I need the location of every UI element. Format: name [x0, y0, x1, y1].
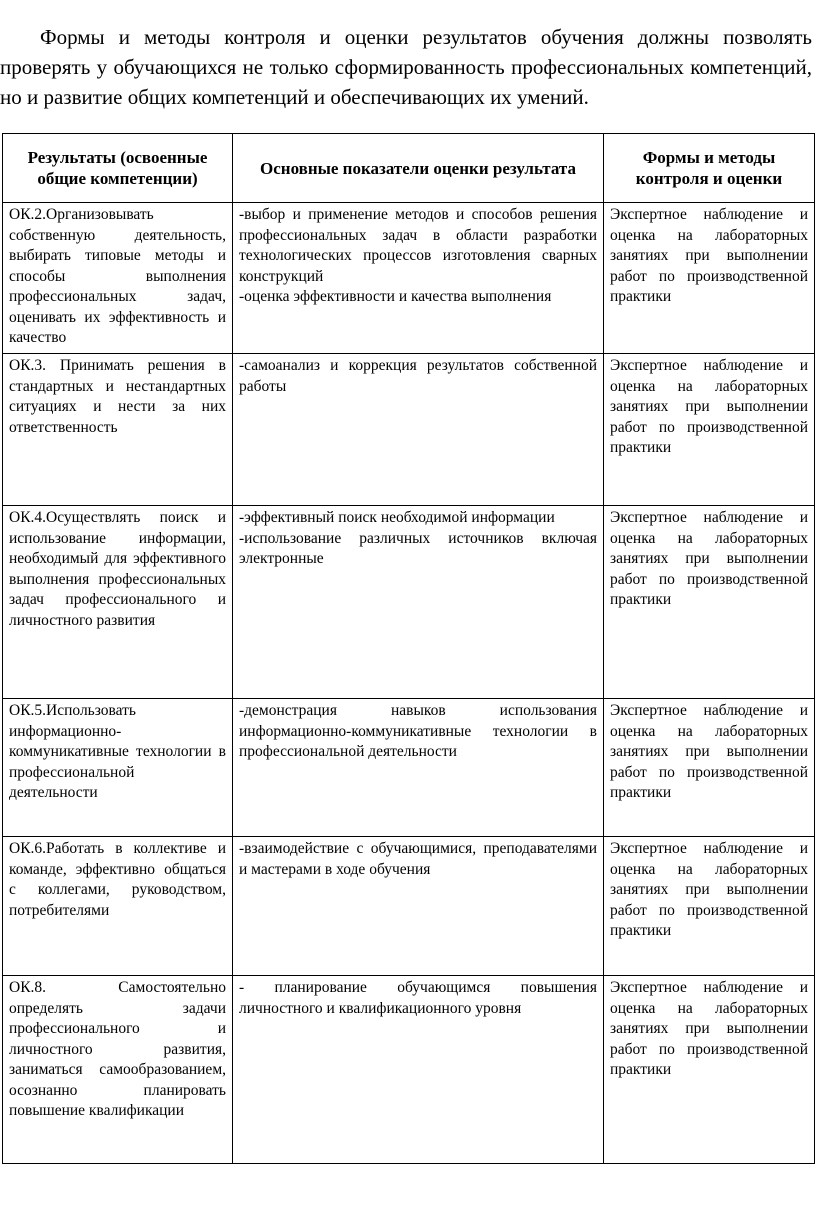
header-results: Результаты (освоенные общие компетенции) — [3, 134, 233, 203]
indicators-cell — [233, 203, 604, 354]
header-methods: Формы и методы контроля и оценки — [604, 134, 815, 203]
table-row — [3, 203, 815, 354]
competence-cell: ОК.2.Организовывать собственную деятельность, выбирать типовые методы и способы выполнения профессиональных задач, оценивать их эффективность и качество — [3, 203, 233, 354]
table-row — [3, 976, 815, 1164]
table-row — [3, 837, 815, 976]
table-header-row — [3, 134, 815, 203]
competence-cell: ОК.4.Осуществлять поиск и использование информации, необходимый для эффективного выполнения профессиональных задач профессионального и личностного развития — [3, 506, 233, 699]
indicator-item: -самоанализ и коррекция результатов собственной работы — [239, 357, 597, 395]
indicator-item: -взаимодействие с обучающимися, преподавателями и мастерами в ходе обучения — [239, 840, 597, 878]
competence-cell: ОК.3. Принимать решения в стандартных и нестандартных ситуациях и нести за них ответственность — [3, 354, 233, 506]
table-row — [3, 506, 815, 699]
indicator-item: -демонстрация навыков использования информационно-коммуникативные технологии в профессиональной деятельности — [239, 702, 597, 760]
methods-cell: Экспертное наблюдение и оценка на лабораторных занятиях при выполнении работ по производственной практики — [604, 354, 815, 506]
table-row — [3, 699, 815, 837]
indicators-cell — [233, 699, 604, 837]
indicators-cell — [233, 837, 604, 976]
methods-cell: Экспертное наблюдение и оценка на лабораторных занятиях при выполнении работ по производственной практики — [604, 699, 815, 837]
methods-cell: Экспертное наблюдение и оценка на лабораторных занятиях при выполнении работ по производственной практики — [604, 506, 815, 699]
methods-cell: Экспертное наблюдение и оценка на лабораторных занятиях при выполнении работ по производственной практики — [604, 976, 815, 1164]
indicator-item: -оценка эффективности и качества выполнения — [239, 288, 552, 305]
indicator-item: -выбор и применение методов и способов решения профессиональных задач в области разработки технологических процессов изготовления сварных конструкций — [239, 206, 597, 285]
competence-cell: ОК.5.Использовать информационно-коммуникативные технологии в профессиональной деятельности — [3, 699, 233, 837]
methods-cell: Экспертное наблюдение и оценка на лабораторных занятиях при выполнении работ по производственной практики — [604, 203, 815, 354]
table-row — [3, 354, 815, 506]
competence-cell: ОК.6.Работать в коллективе и команде, эффективно общаться с коллегами, руководством, потребителями — [3, 837, 233, 976]
competence-assessment-table — [2, 133, 815, 1164]
indicators-cell — [233, 354, 604, 506]
header-indicators: Основные показатели оценки результата — [233, 134, 604, 203]
indicators-cell — [233, 506, 604, 699]
indicator-item: -использование различных источников включая электронные — [239, 529, 597, 567]
competence-cell: ОК.8. Самостоятельно определять задачи профессионального и личностного развития, заниматься самообразованием, осознанно планировать повышение квалификации — [3, 976, 233, 1164]
indicator-item: - планирование обучающимся повышения личностного и квалификационного уровня — [239, 979, 597, 1017]
indicator-item: -эффективный поиск необходимой информации — [239, 509, 555, 526]
indicators-cell — [233, 976, 604, 1164]
intro-paragraph: Формы и методы контроля и оценки результатов обучения должны позволять проверять у обучающихся не только сформированность профессиональных компетенций, но и развитие общих компетенций и обеспечивающих их умений. — [0, 25, 812, 109]
methods-cell: Экспертное наблюдение и оценка на лабораторных занятиях при выполнении работ по производственной практики — [604, 837, 815, 976]
